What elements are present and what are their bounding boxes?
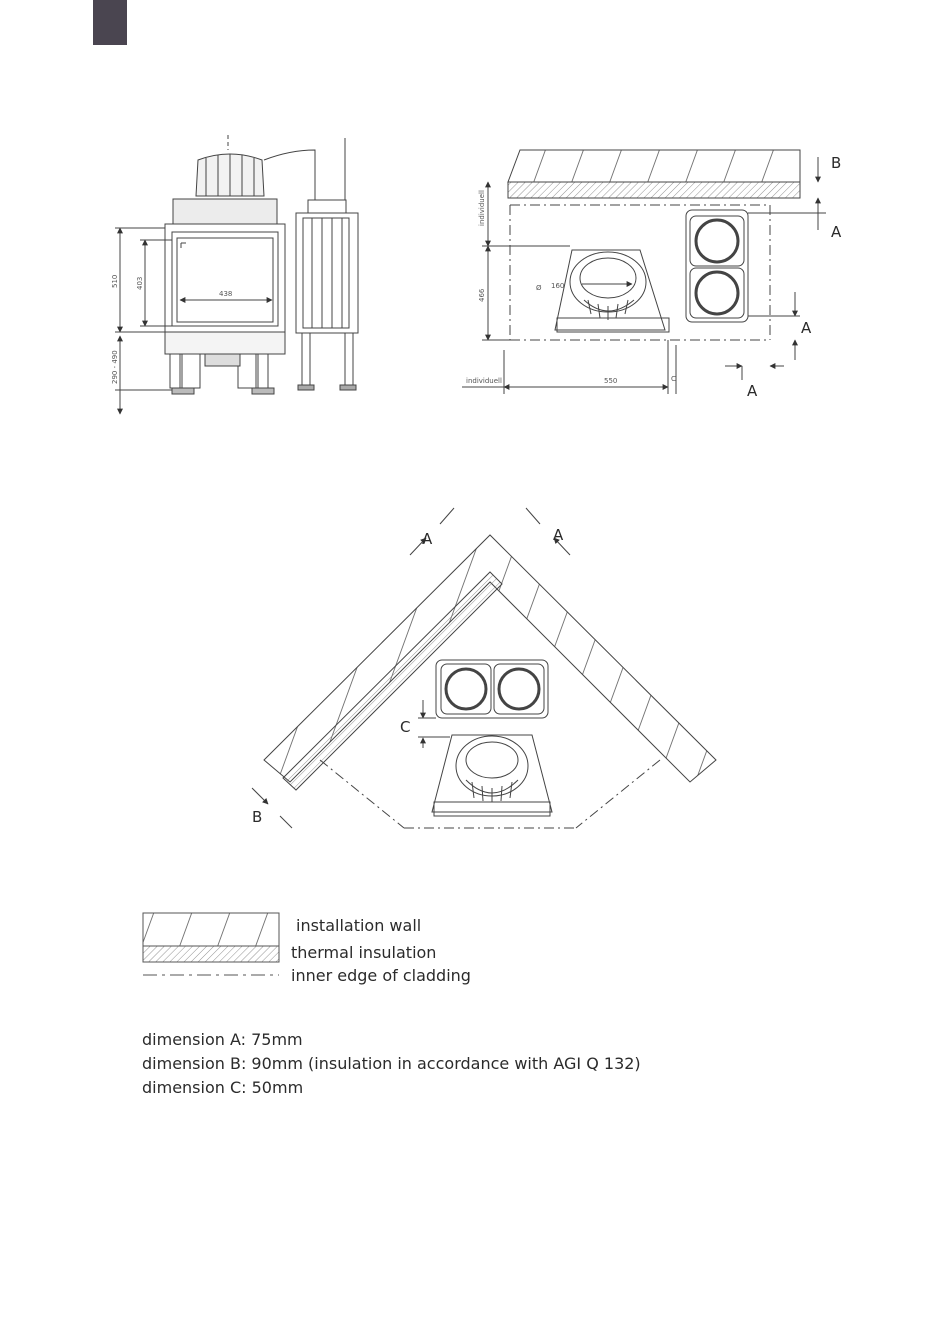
dim-550: 550 xyxy=(604,377,618,385)
corner-view-drawing xyxy=(252,508,716,828)
legend-wall-label: installation wall xyxy=(296,916,422,935)
plan-view-drawing xyxy=(462,150,826,394)
dim-290-490: 290 - 490 xyxy=(111,350,119,384)
marker-a-plan-bottom: A xyxy=(747,382,758,400)
marker-a-plan-right: A xyxy=(801,319,812,337)
marker-a-corner-left: A xyxy=(422,530,433,548)
dimension-c: dimension C: 50mm xyxy=(142,1078,304,1097)
dim-466: 466 xyxy=(478,288,486,302)
legend-swatches xyxy=(143,913,279,975)
marker-a-plan-top: A xyxy=(831,223,842,241)
legend-cladding-label: inner edge of cladding xyxy=(291,966,471,985)
marker-c-plan: C xyxy=(671,375,676,383)
dimension-list xyxy=(142,1028,641,1100)
dimension-a: dimension A: 75mm xyxy=(142,1030,303,1049)
dim-403: 403 xyxy=(136,276,144,290)
dimension-b: dimension B: 90mm (insulation in accordance with AGI Q 132) xyxy=(142,1054,641,1073)
dim-438: 438 xyxy=(219,290,233,298)
legend-insulation-swatch xyxy=(143,946,279,962)
individual-horizontal-label: individuell xyxy=(466,377,502,385)
marker-b-corner: B xyxy=(252,808,263,826)
marker-b-plan: B xyxy=(831,154,842,172)
diameter-symbol: Ø xyxy=(536,284,542,292)
legend-insulation-label: thermal insulation xyxy=(291,943,437,962)
front-view-drawing xyxy=(115,135,358,414)
legend-wall-swatch xyxy=(143,913,279,946)
marker-c-corner: C xyxy=(400,718,411,736)
individual-vertical-label: individuell xyxy=(478,190,486,226)
marker-a-corner-right: A xyxy=(553,526,564,544)
dim-510: 510 xyxy=(111,274,119,288)
dim-160: 160 xyxy=(551,282,565,290)
